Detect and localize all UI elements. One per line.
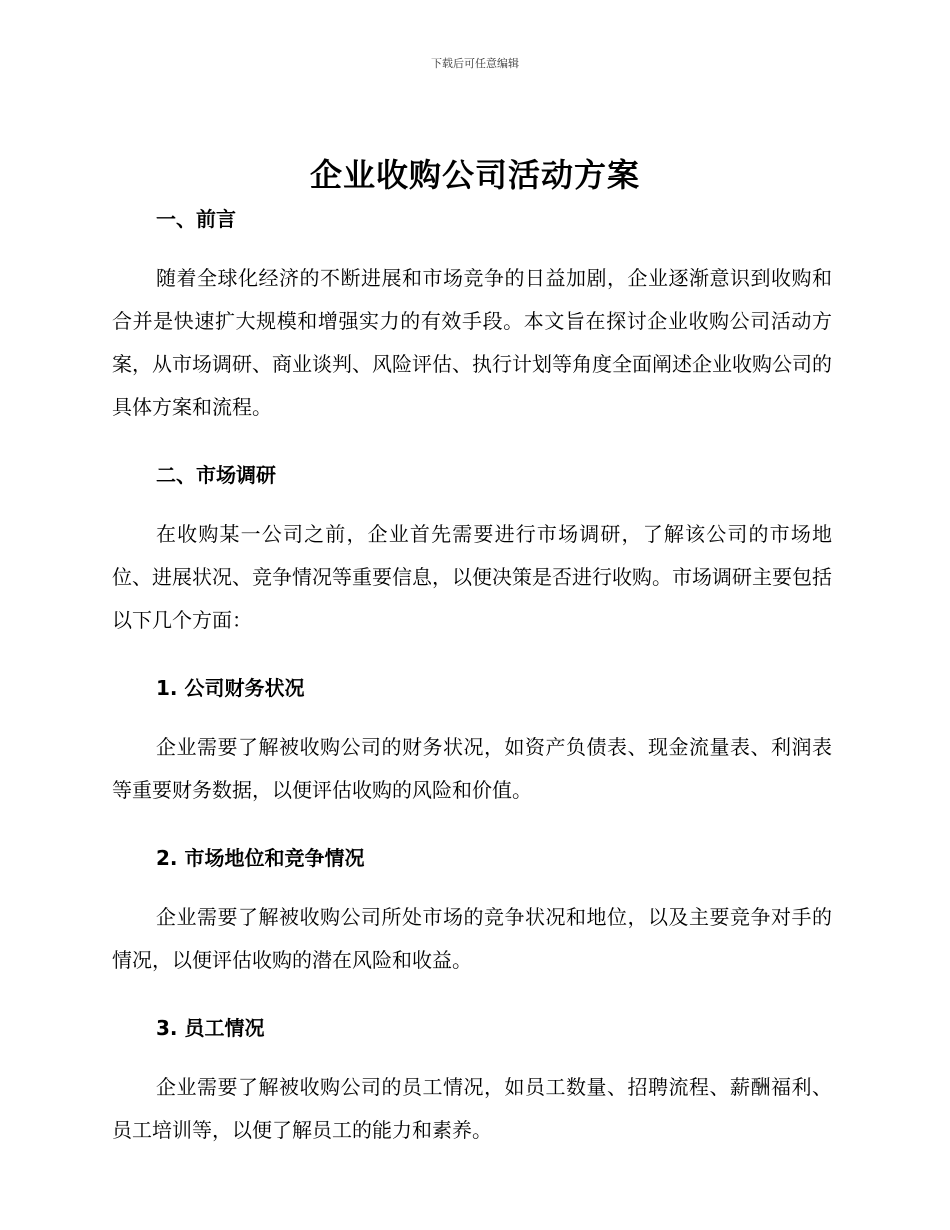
- section-heading: 1. 公司财务状况: [156, 676, 305, 700]
- section-paragraph: 企业需要了解被收购公司的财务状况，如资产负债表、现金流量表、利润表等重要财务数据，以便评估收购的风险和价值。: [112, 735, 832, 802]
- subsection-financial-status: [112, 672, 832, 812]
- document-title: 企业收购公司活动方案: [309, 156, 640, 194]
- section-heading: 3. 员工情况: [156, 1016, 265, 1040]
- subsection-market-position: [112, 842, 832, 982]
- section-paragraph: 企业需要了解被收购公司所处市场的竞争状况和地位，以及主要竞争对手的情况，以便评估收购的潜在风险和收益。: [112, 905, 832, 972]
- section-heading: 2. 市场地位和竞争情况: [156, 846, 365, 870]
- section-paragraph: 随着全球化经济的不断进展和市场竞争的日益加剧，企业逐渐意识到收购和合并是快速扩大规模和增强实力的有效手段。本文旨在探讨企业收购公司活动方案，从市场调研、商业谈判、风险评估、执行计划等角度全面阐述企业收购公司的具体方案和流程。: [112, 266, 832, 419]
- subsection-employees: [112, 1012, 832, 1152]
- section-heading: 二、市场调研: [156, 463, 276, 487]
- section-paragraph: 在收购某一公司之前，企业首先需要进行市场调研，了解该公司的市场地位、进展状况、竞争情况等重要信息，以便决策是否进行收购。市场调研主要包括以下几个方面：: [112, 522, 832, 632]
- header-note: 下载后可任意编辑: [431, 57, 519, 70]
- section-heading: 一、前言: [156, 207, 236, 231]
- section-market-research: [112, 459, 832, 642]
- document-body: [112, 203, 832, 1152]
- section-foreword: [112, 203, 832, 429]
- section-paragraph: 企业需要了解被收购公司的员工情况，如员工数量、招聘流程、薪酬福利、员工培训等，以便了解员工的能力和素养。: [112, 1075, 832, 1142]
